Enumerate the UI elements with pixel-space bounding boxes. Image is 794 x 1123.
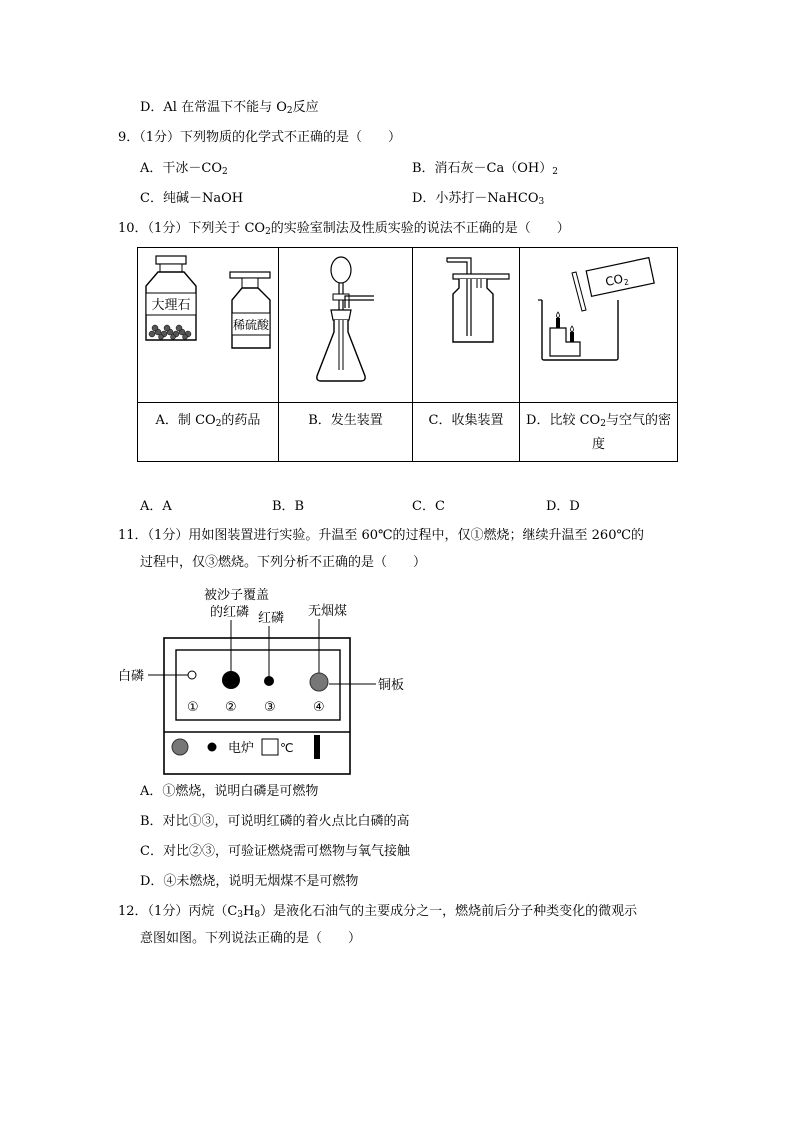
- q9-option-a: A．干冰$-CO_2$: [140, 161, 228, 177]
- prev-option-d: D．Al 在常温下不能与 $O_2$反应: [140, 100, 319, 116]
- white-phosphorus-dot: [188, 671, 196, 679]
- marble-label: 大理石: [151, 298, 191, 313]
- q10-figure-table: [137, 247, 678, 462]
- q11-option-b: B．对比①③，可说明红磷的着火点比白磷的高: [140, 814, 410, 829]
- q12-stem-line1: 12．（1分）丙烷$(C_3H_8)$是液化石油气的主要成分之一，燃烧前后分子种类变化的微观示: [118, 904, 638, 920]
- q10-cell-c-image: [413, 248, 520, 403]
- label-red-phosphorus: 红磷: [258, 611, 285, 626]
- q10-caption-d: D．比较 $CO_2$与空气的密 度: [520, 403, 678, 462]
- q12-stem-line2: 意图如图。下列说法正确的是（ ）: [140, 931, 362, 946]
- label-celsius: ℃: [280, 741, 294, 755]
- temperature-display: [262, 739, 278, 755]
- q9-stem: 9．（1分）下列物质的化学式不正确的是（ ）: [118, 130, 402, 145]
- red-phosphorus-dot: [264, 676, 274, 686]
- label-covered-line2: 的红磷: [210, 605, 250, 620]
- q10-option-d: D．D: [546, 499, 580, 514]
- marker-2: ②: [225, 700, 237, 715]
- reagent-bottles-illustration: [138, 248, 278, 398]
- q11-figure: [118, 586, 418, 780]
- q11-stem-line1: 11．（1分）用如图装置进行实验。升温至 60℃的过程中，仅①燃烧；继续升温至 260℃的: [118, 528, 645, 543]
- generator-apparatus-illustration: [279, 248, 412, 398]
- q9-option-c: C．纯碱－NaOH: [140, 191, 244, 206]
- label-covered-line1: 被沙子覆盖: [204, 588, 270, 603]
- q10-caption-a: A．制 $CO_2$的药品: [138, 403, 279, 462]
- q11-option-c: C．对比②③，可验证燃烧需可燃物与氧气接触: [140, 844, 410, 859]
- q10-cell-a-image: [138, 248, 279, 403]
- acid-label: 稀硫酸: [232, 318, 270, 332]
- covered-red-phosphorus-dot: [222, 671, 240, 689]
- label-white-phosphorus: 白磷: [118, 669, 145, 684]
- q10-option-b: B．B: [272, 499, 305, 514]
- q9-option-d: D．小苏打－NaHCO$_3$: [412, 191, 545, 207]
- q10-cell-d-image: [520, 248, 678, 403]
- q11-option-d: D．④未燃烧，说明无烟煤不是可燃物: [140, 874, 359, 889]
- furnace-switch: [314, 735, 320, 759]
- q9-option-b: B．消石灰$-Ca(OH)_2$: [412, 161, 558, 177]
- marker-4: ④: [313, 700, 325, 715]
- co2-cylinder-label: $CO_2$: [604, 271, 630, 289]
- q10-caption-b: B．发生装置: [279, 403, 413, 462]
- marker-1: ①: [187, 700, 199, 715]
- label-copper-plate: 铜板: [378, 678, 405, 693]
- label-coal: 无烟煤: [308, 604, 348, 619]
- furnace-indicator: [208, 743, 217, 752]
- q10-option-a: A．A: [140, 499, 172, 514]
- furnace-knob: [172, 739, 188, 755]
- coal-dot: [310, 673, 328, 691]
- q10-caption-c: C．收集装置: [413, 403, 520, 462]
- q10-stem: 10．（1分）下列关于 $CO_2$的实验室制法及性质实验的说法不正确的是（ ）: [118, 221, 570, 237]
- combustion-experiment-diagram: [118, 586, 418, 776]
- label-furnace: 电炉: [228, 741, 255, 756]
- q10-option-c: C．C: [412, 499, 445, 514]
- marker-3: ③: [264, 700, 276, 715]
- q11-option-a: A．①燃烧，说明白磷是可燃物: [140, 784, 319, 799]
- q11-stem-line2: 过程中，仅③燃烧。下列分析不正确的是（ ）: [140, 555, 427, 570]
- candle-beaker-illustration: [520, 248, 677, 398]
- q10-cell-b-image: [279, 248, 413, 403]
- collection-bottle-illustration: [413, 248, 519, 398]
